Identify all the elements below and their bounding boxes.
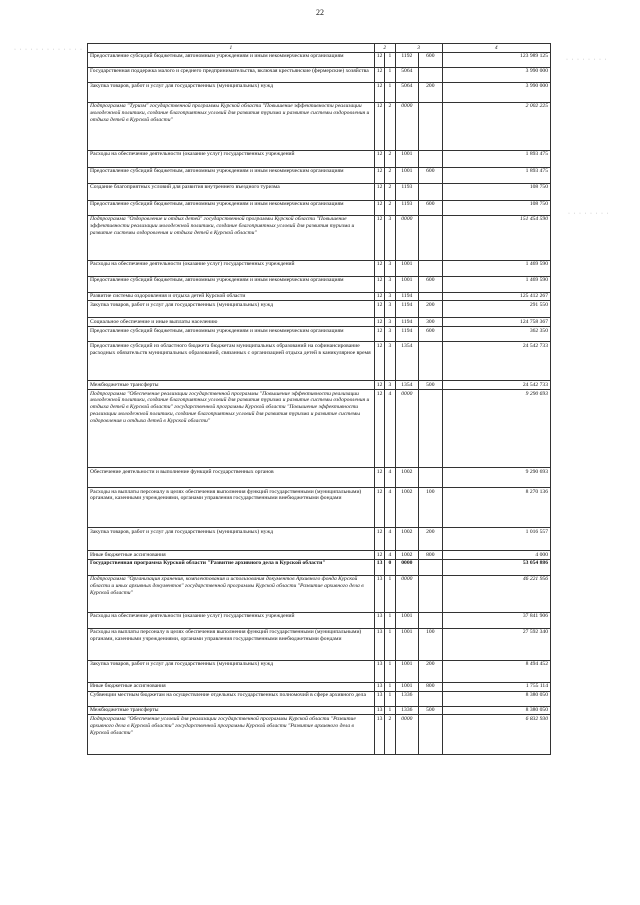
cell-c3: 0000 (395, 390, 418, 468)
cell-amount: 3 990 000 (442, 67, 550, 82)
table-row (88, 468, 551, 488)
cell-c3: 1194 (395, 327, 418, 342)
cell-c1: 12 (374, 327, 384, 342)
cell-c4 (419, 102, 442, 150)
cell-c3: 0000 (395, 215, 418, 260)
cell-c3: 1002 (395, 528, 418, 551)
cell-name: Социальное обеспечение и иные выплаты населению (88, 318, 375, 327)
cell-amount: 8 380 050 (442, 706, 550, 715)
cell-c1: 12 (374, 381, 384, 390)
table-row (88, 200, 551, 215)
cell-c3: 1194 (395, 292, 418, 301)
cell-c4: 600 (419, 327, 442, 342)
table-row (88, 559, 551, 575)
cell-c4 (419, 468, 442, 488)
cell-name: Подпрограмма "Организация хранения, комплектования и использования документов Архивного фонда Курской области и иных архивных документов" государственной программы Курской области "Развитие архивного дела в Курской области" (88, 575, 375, 612)
table-row (88, 528, 551, 551)
table-row (88, 327, 551, 342)
cell-name: Создание благоприятных условий для развития внутреннего въездного туризма (88, 183, 375, 200)
cell-c4 (419, 67, 442, 82)
cell-c3: 1001 (395, 276, 418, 292)
cell-c4: 200 (419, 660, 442, 682)
cell-amount: 1 893 475 (442, 150, 550, 167)
cell-c2: 4 (385, 551, 395, 560)
cell-c4 (419, 260, 442, 276)
cell-c1: 13 (374, 612, 384, 628)
cell-c1: 12 (374, 167, 384, 183)
cell-c1: 13 (374, 706, 384, 715)
cell-name: Обеспечение деятельности и выполнение функций государственных органов (88, 468, 375, 488)
cell-name: Иные бюджетные ассигнования (88, 682, 375, 691)
table-row (88, 628, 551, 660)
cell-c3: 1192 (395, 52, 418, 67)
cell-c2: 1 (385, 52, 395, 67)
cell-c1: 12 (374, 150, 384, 167)
header-cell: 2 (374, 44, 395, 53)
cell-c1: 12 (374, 215, 384, 260)
cell-c3: 1193 (395, 200, 418, 215)
table-row (88, 150, 551, 167)
cell-name: Расходы на обеспечение деятельности (оказание услуг) государственных учреждений (88, 612, 375, 628)
cell-amount: 1 469 590 (442, 276, 550, 292)
cell-c2: 2 (385, 167, 395, 183)
cell-c3: 1001 (395, 628, 418, 660)
cell-c4: 200 (419, 82, 442, 102)
cell-amount: 24 542 733 (442, 342, 550, 381)
cell-name: Иные бюджетные ассигнования (88, 551, 375, 560)
cell-amount: 123 989 125 (442, 52, 550, 67)
cell-c4 (419, 390, 442, 468)
cell-amount: 2 002 225 (442, 102, 550, 150)
cell-c3: 1001 (395, 167, 418, 183)
cell-c1: 12 (374, 292, 384, 301)
cell-c2: 1 (385, 691, 395, 706)
table-row (88, 342, 551, 381)
table-row (88, 691, 551, 706)
cell-c3: 5064 (395, 82, 418, 102)
cell-name: Государственная программа Курской области "Развитие архивного дела в Курской области" (88, 559, 375, 575)
table-row (88, 215, 551, 260)
cell-amount: 362 350 (442, 327, 550, 342)
cell-c1: 12 (374, 301, 384, 318)
cell-c1: 12 (374, 67, 384, 82)
cell-name: Закупка товаров, работ и услуг для государственных (муниципальных) нужд (88, 82, 375, 102)
cell-c1: 13 (374, 628, 384, 660)
cell-c4: 800 (419, 551, 442, 560)
table-row (88, 612, 551, 628)
scan-artifact-mark: · · · · · · · · (568, 211, 610, 217)
cell-c2: 1 (385, 628, 395, 660)
cell-name: Закупка товаров, работ и услуг для государственных (муниципальных) нужд (88, 301, 375, 318)
cell-c2: 3 (385, 292, 395, 301)
cell-c4 (419, 559, 442, 575)
cell-c4: 500 (419, 706, 442, 715)
cell-name: Расходы на выплаты персоналу в целях обеспечения выполнения функций государственными (муниципальными) органами, казенными учреждениями, органами управления государственными внебюджетными фондами (88, 488, 375, 528)
table-row (88, 660, 551, 682)
table-row (88, 183, 551, 200)
cell-c4: 800 (419, 682, 442, 691)
cell-c3: 0000 (395, 715, 418, 755)
cell-amount: 3 990 000 (442, 82, 550, 102)
cell-name: Закупка товаров, работ и услуг для государственных (муниципальных) нужд (88, 528, 375, 551)
cell-c4: 100 (419, 628, 442, 660)
cell-c1: 12 (374, 551, 384, 560)
cell-amount: 1 893 475 (442, 167, 550, 183)
cell-c1: 13 (374, 660, 384, 682)
cell-c3: 1336 (395, 706, 418, 715)
cell-c1: 12 (374, 102, 384, 150)
cell-name: Закупка товаров, работ и услуг для государственных (муниципальных) нужд (88, 660, 375, 682)
cell-c3: 1001 (395, 682, 418, 691)
table-header-row (88, 44, 551, 53)
table-row (88, 52, 551, 67)
table-row (88, 551, 551, 560)
cell-c1: 12 (374, 528, 384, 551)
table-row (88, 381, 551, 390)
cell-name: Субвенции местным бюджетам на осуществление отдельных государственных полномочий в сфере архивного дела (88, 691, 375, 706)
cell-c2: 1 (385, 612, 395, 628)
cell-c1: 13 (374, 575, 384, 612)
cell-c4: 500 (419, 381, 442, 390)
scan-artifact-mark: · · · · · · · · · · · · · (14, 47, 83, 53)
table-row (88, 706, 551, 715)
cell-c1: 12 (374, 82, 384, 102)
scan-artifact-mark: · · · · · · · · (566, 57, 608, 63)
cell-c4 (419, 715, 442, 755)
cell-c2: 2 (385, 200, 395, 215)
cell-c2: 3 (385, 215, 395, 260)
cell-amount: 124 758 367 (442, 318, 550, 327)
cell-c1: 12 (374, 200, 384, 215)
table-row (88, 167, 551, 183)
cell-c2: 4 (385, 390, 395, 468)
cell-c1: 12 (374, 390, 384, 468)
cell-c3: 0000 (395, 102, 418, 150)
cell-name: Межбюджетные трансферты (88, 381, 375, 390)
cell-c3: 1002 (395, 468, 418, 488)
cell-c3: 1354 (395, 342, 418, 381)
budget-table (87, 43, 551, 755)
cell-c3: 1193 (395, 183, 418, 200)
cell-amount: 1 755 114 (442, 682, 550, 691)
cell-c1: 12 (374, 183, 384, 200)
header-cell: 4 (442, 44, 550, 53)
cell-c4 (419, 292, 442, 301)
cell-amount: 125 412 267 (442, 292, 550, 301)
cell-amount: 1 469 590 (442, 260, 550, 276)
cell-c4: 600 (419, 52, 442, 67)
cell-c3: 1336 (395, 691, 418, 706)
cell-c4 (419, 575, 442, 612)
header-cell: 1 (88, 44, 375, 53)
table-row (88, 575, 551, 612)
cell-c3: 0000 (395, 559, 418, 575)
cell-c4 (419, 215, 442, 260)
table-row (88, 260, 551, 276)
cell-c2: 4 (385, 468, 395, 488)
cell-c4: 200 (419, 528, 442, 551)
header-cell: 3 (395, 44, 442, 53)
cell-c4: 100 (419, 488, 442, 528)
cell-c4: 600 (419, 167, 442, 183)
page-number: 22 (316, 8, 324, 17)
cell-amount: 53 054 886 (442, 559, 550, 575)
cell-name: Подпрограмма "Оздоровление и отдых детей" государственной программы Курской области "Повышение эффективности реализации молодежной политики, создание благоприятных условий для развития туризма и развитие системы оздоровления и отдыха детей в Курской области" (88, 215, 375, 260)
cell-c2: 3 (385, 260, 395, 276)
cell-c2: 1 (385, 82, 395, 102)
cell-c2: 3 (385, 381, 395, 390)
table-row (88, 301, 551, 318)
cell-c2: 3 (385, 327, 395, 342)
cell-amount: 4 000 (442, 551, 550, 560)
cell-c4 (419, 691, 442, 706)
cell-c3: 1002 (395, 551, 418, 560)
cell-c1: 12 (374, 488, 384, 528)
cell-c3: 1001 (395, 612, 418, 628)
cell-c2: 3 (385, 342, 395, 381)
cell-c3: 1002 (395, 488, 418, 528)
cell-c1: 12 (374, 342, 384, 381)
cell-amount: 9 290 693 (442, 468, 550, 488)
cell-c1: 12 (374, 276, 384, 292)
cell-c1: 12 (374, 318, 384, 327)
cell-c2: 3 (385, 276, 395, 292)
table-row (88, 67, 551, 82)
cell-amount: 27 592 340 (442, 628, 550, 660)
cell-amount: 46 221 956 (442, 575, 550, 612)
cell-name: Расходы на выплаты персоналу в целях обеспечения выполнения функций государственными (муниципальными) органами, казенными учреждениями, органами управления государственными внебюджетными фондами (88, 628, 375, 660)
table-row (88, 682, 551, 691)
cell-name: Расходы на обеспечение деятельности (оказание услуг) государственных учреждений (88, 150, 375, 167)
cell-amount: 9 290 693 (442, 390, 550, 468)
cell-amount: 151 454 590 (442, 215, 550, 260)
cell-name: Подпрограмма "Обеспечение реализации государственной программы "Повышение эффективности реализации молодежной политики, создание благоприятных условий для развития туризма и развитие системы оздоровления и отдыха детей в Курской области" государственной программы Курской области "Повышение эффективности реализации молодежной политики, создание благоприятных условий для развития туризма и развитие системы оздоровления и отдыха детей в Курской области" (88, 390, 375, 468)
cell-c1: 13 (374, 715, 384, 755)
table-row (88, 390, 551, 468)
cell-c2: 1 (385, 575, 395, 612)
table-row (88, 276, 551, 292)
cell-c2: 2 (385, 150, 395, 167)
table-row (88, 102, 551, 150)
cell-name: Предоставление субсидий бюджетным, автономным учреждениям и иным некоммерческим организациям (88, 167, 375, 183)
cell-c3: 5064 (395, 67, 418, 82)
cell-name: Предоставление субсидий бюджетным, автономным учреждениям и иным некоммерческим организациям (88, 276, 375, 292)
cell-c4 (419, 183, 442, 200)
cell-amount: 8 494 452 (442, 660, 550, 682)
table-row (88, 318, 551, 327)
cell-c3: 1354 (395, 381, 418, 390)
table-row (88, 292, 551, 301)
cell-c1: 12 (374, 468, 384, 488)
cell-c3: 0000 (395, 575, 418, 612)
budget-table-body (88, 44, 551, 755)
cell-c2: 1 (385, 67, 395, 82)
cell-c2: 2 (385, 183, 395, 200)
cell-c1: 12 (374, 52, 384, 67)
cell-amount: 291 550 (442, 301, 550, 318)
cell-c3: 1194 (395, 301, 418, 318)
cell-name: Межбюджетные трансферты (88, 706, 375, 715)
cell-amount: 108 750 (442, 200, 550, 215)
cell-amount: 6 832 930 (442, 715, 550, 755)
cell-c2: 3 (385, 301, 395, 318)
cell-c2: 1 (385, 660, 395, 682)
cell-name: Предоставление субсидий из областного бюджета бюджетам муниципальных образований на софинансирование расходных обязательств муниципальных образований, связанных с организацией отдыха детей в каникулярное время (88, 342, 375, 381)
cell-name: Подпрограмма "Туризм" государственной программы Курской области "Повышение эффективности реализации молодежной политики, создание благоприятных условий для развития туризма и развитие системы оздоровления и отдыха детей в Курской области" (88, 102, 375, 150)
cell-amount: 24 542 733 (442, 381, 550, 390)
cell-c3: 1001 (395, 260, 418, 276)
cell-amount: 8 380 050 (442, 691, 550, 706)
cell-c4: 200 (419, 301, 442, 318)
cell-c4: 600 (419, 276, 442, 292)
cell-c2: 3 (385, 318, 395, 327)
cell-c4: 300 (419, 318, 442, 327)
table-row (88, 715, 551, 755)
cell-c2: 0 (385, 559, 395, 575)
cell-name: Государственная поддержка малого и среднего предпринимательства, включая крестьянские (фермерские) хозяйства (88, 67, 375, 82)
cell-c4 (419, 612, 442, 628)
cell-amount: 108 750 (442, 183, 550, 200)
cell-amount: 1 016 557 (442, 528, 550, 551)
cell-c1: 13 (374, 691, 384, 706)
cell-name: Предоставление субсидий бюджетным, автономным учреждениям и иным некоммерческим организациям (88, 327, 375, 342)
cell-name: Предоставление субсидий бюджетным, автономным учреждениям и иным некоммерческим организациям (88, 200, 375, 215)
cell-name: Подпрограмма "Обеспечение условий для реализации государственной программы Курской области "Развитие архивного дела в Курской области" государственной программы Курской области "Развитие архивного дела в Курской области" (88, 715, 375, 755)
cell-c2: 2 (385, 715, 395, 755)
cell-c2: 1 (385, 682, 395, 691)
cell-c3: 1001 (395, 660, 418, 682)
table-row (88, 82, 551, 102)
cell-c4: 600 (419, 200, 442, 215)
cell-c1: 12 (374, 260, 384, 276)
table-row (88, 488, 551, 528)
cell-c3: 1194 (395, 318, 418, 327)
cell-name: Развитие системы оздоровления и отдыха детей Курской области (88, 292, 375, 301)
cell-name: Расходы на обеспечение деятельности (оказание услуг) государственных учреждений (88, 260, 375, 276)
cell-c1: 13 (374, 559, 384, 575)
cell-c1: 13 (374, 682, 384, 691)
cell-c4 (419, 342, 442, 381)
cell-c2: 2 (385, 102, 395, 150)
cell-amount: 37 841 906 (442, 612, 550, 628)
cell-c3: 1001 (395, 150, 418, 167)
cell-c2: 4 (385, 488, 395, 528)
cell-c4 (419, 150, 442, 167)
cell-c2: 4 (385, 528, 395, 551)
cell-amount: 8 270 136 (442, 488, 550, 528)
cell-name: Предоставление субсидий бюджетным, автономным учреждениям и иным некоммерческим организациям (88, 52, 375, 67)
cell-c2: 1 (385, 706, 395, 715)
